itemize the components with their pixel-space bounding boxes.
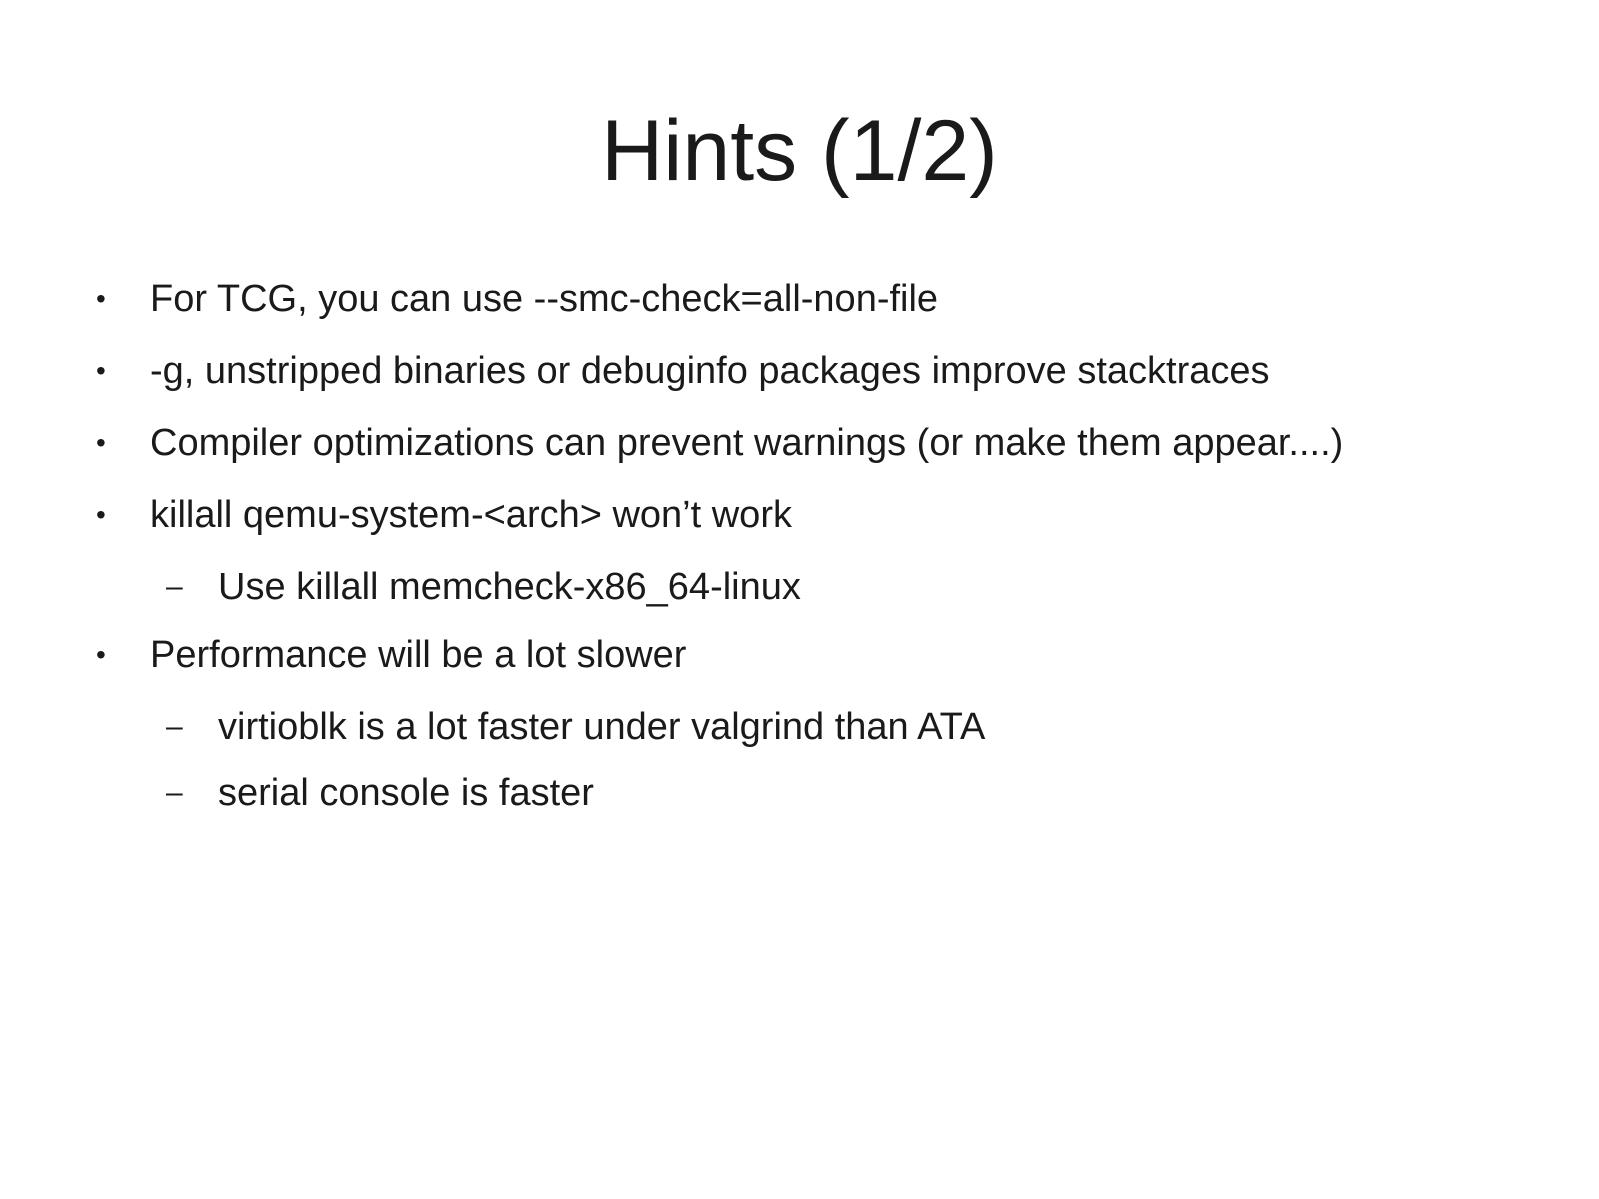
dash-icon: –: [166, 570, 183, 603]
dash-icon: –: [166, 710, 183, 743]
bullet-icon: •: [96, 283, 106, 314]
bullet-item-debug-symbols: -g, unstripped binaries or debuginfo packages improve stacktraces: [150, 350, 1270, 392]
bullet-icon: •: [96, 639, 106, 670]
bullet-item-performance: Performance will be a lot slower: [150, 634, 687, 676]
bullet-item-tcg-smc-check: For TCG, you can use --smc-check=all-non-file: [150, 278, 939, 320]
bullet-icon: •: [96, 499, 106, 530]
bullet-icon: •: [96, 427, 106, 458]
bullet-item-compiler-optimizations: Compiler optimizations can prevent warnings (or make them appear....): [150, 422, 1344, 464]
bullet-item-killall-qemu: killall qemu-system-<arch> won’t work: [150, 494, 792, 536]
dash-icon: –: [166, 776, 183, 809]
sub-item-killall-memcheck: Use killall memcheck-x86_64-linux: [218, 566, 801, 608]
bullet-icon: •: [96, 355, 106, 386]
slide-title: Hints (1/2): [601, 103, 998, 199]
sub-item-virtioblk: virtioblk is a lot faster under valgrind than ATA: [218, 706, 986, 748]
sub-item-serial-console: serial console is faster: [218, 772, 594, 814]
